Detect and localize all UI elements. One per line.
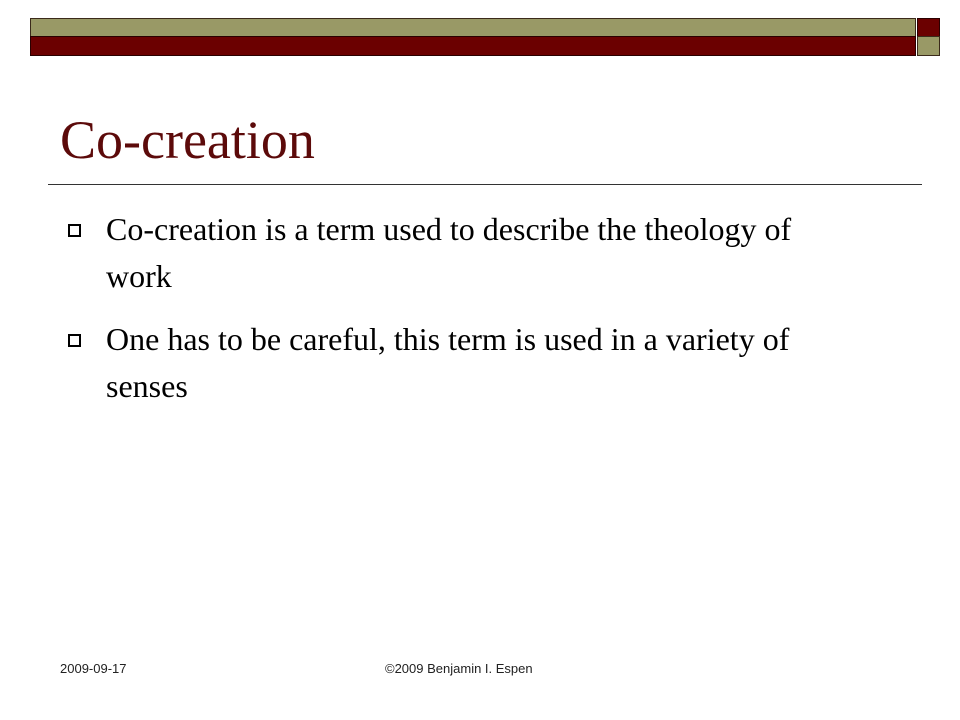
band-red-square — [917, 18, 940, 37]
band-red-stripe — [30, 36, 916, 56]
bullet-item — [60, 206, 860, 300]
top-decorative-band — [0, 0, 960, 60]
footer-date: 2009-09-17 — [60, 661, 127, 676]
bullet-item — [60, 316, 860, 410]
bullet-text: One has to be careful, this term is used in a variety of senses — [106, 321, 790, 404]
footer-copyright: ©2009 Benjamin I. Espen — [385, 661, 533, 676]
slide-title: Co-creation — [60, 110, 315, 170]
hollow-square-bullet-icon — [68, 334, 81, 347]
bullet-list — [60, 206, 860, 426]
band-olive-stripe — [30, 18, 916, 37]
hollow-square-bullet-icon — [68, 224, 81, 237]
band-olive-square — [917, 36, 940, 56]
bullet-text: Co-creation is a term used to describe the theology of work — [106, 211, 792, 294]
title-divider — [48, 184, 922, 185]
